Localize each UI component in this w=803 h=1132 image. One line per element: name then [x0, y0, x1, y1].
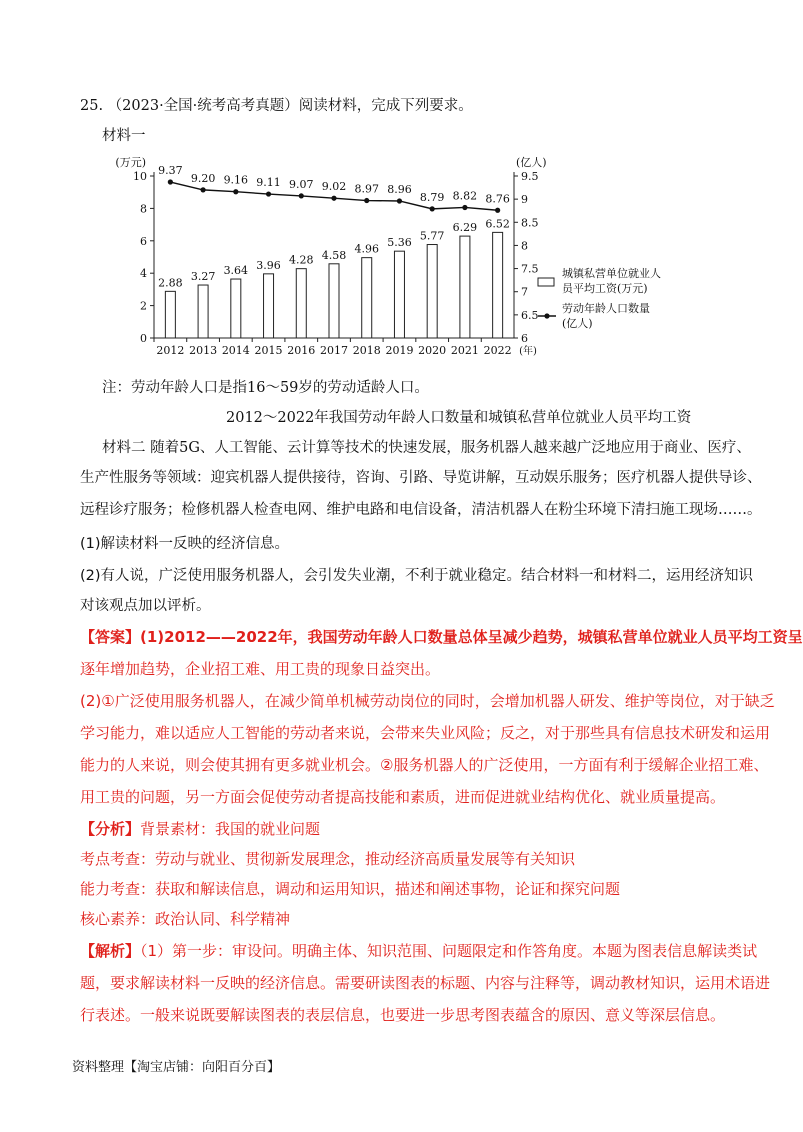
line-point — [364, 198, 369, 203]
question-number: 25. — [80, 98, 104, 114]
legend-bar-swatch — [538, 278, 554, 286]
bar-value-label: 4.58 — [321, 248, 347, 262]
line-value-label: 8.96 — [387, 182, 412, 196]
material2-line-2: 生产性服务等领域：迎宾机器人提供接待，咨询、引路、导览讲解，互动娱乐服务；医疗机器人提供导诊、 — [80, 470, 762, 486]
line-value-label: 9.02 — [321, 180, 347, 194]
legend-bar-label-2: 员平均工资(万元) — [562, 282, 648, 295]
left-tick-label: 2 — [140, 299, 147, 313]
page-footer: 资料整理【淘宝店铺：向阳百分百】 — [72, 1060, 281, 1075]
answer-tag: 【答案】 — [80, 628, 141, 646]
bar — [460, 236, 470, 338]
answer-1-text: (1)2012——2022年，我国劳动年龄人口数量总体呈减少趋势，城镇私营单位就业人员平均工资呈 — [140, 628, 803, 646]
explanation-tag: 【解析】 — [80, 942, 141, 960]
right-tick-label: 8.5 — [521, 216, 539, 230]
bar — [296, 269, 306, 338]
x-tick-label: 2014 — [221, 344, 250, 357]
chart-note: 注：劳动年龄人口是指16～59岁的劳动适龄人口。 — [102, 380, 429, 396]
chart-caption: 2012～2022年我国劳动年龄人口数量和城镇私营单位就业人员平均工资 — [226, 410, 692, 426]
right-tick-label: 7 — [521, 285, 528, 299]
bar — [493, 232, 503, 338]
line-value-label: 8.97 — [354, 182, 379, 196]
legend-line-marker — [544, 313, 549, 318]
line-value-label: 9.07 — [289, 177, 314, 191]
bar-value-label: 6.52 — [485, 217, 510, 231]
right-tick-label: 9.5 — [521, 170, 539, 183]
left-tick-label: 8 — [140, 202, 147, 216]
explanation-line-1 — [80, 940, 757, 961]
analysis-ability: 能力考查：获取和解读信息，调动和运用知识，描述和阐述事物，论证和探究问题 — [80, 880, 621, 898]
bar-value-label: 4.28 — [289, 253, 314, 267]
bar — [264, 274, 274, 338]
x-tick-label: 2019 — [385, 344, 414, 357]
analysis-line-1 — [80, 818, 320, 839]
question-header — [80, 96, 473, 116]
bar — [427, 245, 437, 338]
line-value-label: 9.11 — [256, 176, 281, 190]
bar-value-label: 6.29 — [452, 221, 478, 235]
x-tick-label: 2021 — [450, 344, 479, 357]
analysis-points: 考点考查：劳动与就业、贯彻新发展理念，推动经济高质量发展等有关知识 — [80, 850, 576, 868]
bar — [198, 285, 208, 338]
bar — [362, 258, 372, 338]
material2-line-3: 远程诊疗服务；检修机器人检查电网、维护电路和电信设备，清洁机器人在粉尘环境下清扫施工现场……。 — [80, 502, 762, 518]
bar — [165, 291, 175, 338]
bar-value-label: 4.96 — [354, 242, 379, 256]
analysis-background: 背景素材：我国的就业问题 — [140, 820, 321, 838]
bar-value-label: 2.88 — [158, 276, 183, 290]
right-axis-unit: (亿人) — [516, 156, 547, 169]
explanation-line-2: 题，要求解读材料一反映的经济信息。需要研读图表的标题、内容与注释等，调动教材知识，运用术语进 — [80, 974, 771, 992]
left-tick-label: 4 — [140, 267, 147, 281]
line-value-label: 8.79 — [419, 190, 445, 204]
bar-value-label: 3.27 — [190, 270, 216, 284]
question-2-line-2: 对该观点加以评析。 — [80, 598, 211, 614]
x-tick-label: 2018 — [352, 344, 381, 357]
x-axis-unit: (年) — [519, 346, 537, 357]
question-source: （2023·全国·统考高考真题）阅读材料，完成下列要求。 — [107, 98, 473, 114]
line-point — [495, 208, 500, 213]
legend-line-label-1: 劳动年龄人口数量 — [562, 302, 650, 315]
answer-line-1 — [80, 626, 803, 647]
line-point — [168, 179, 173, 184]
answer-2-line-2: 学习能力，难以适应人工智能的劳动者来说，会带来失业风险；反之，对于那些具有信息技术研发和运用 — [80, 724, 771, 742]
material2-line-1: 材料二 随着5G、人工智能、云计算等技术的快速发展，服务机器人越来越广泛地应用于商业、医疗、 — [102, 440, 751, 456]
bar — [394, 251, 404, 338]
line-point — [397, 198, 402, 203]
legend-bar-label-1: 城镇私营单位就业人 — [562, 267, 661, 280]
x-tick-label: 2016 — [287, 344, 316, 357]
right-tick-label: 6.5 — [521, 308, 539, 322]
bar — [231, 279, 241, 338]
left-axis-unit: (万元) — [115, 156, 146, 169]
bar — [329, 264, 339, 338]
right-tick-label: 7.5 — [521, 262, 539, 276]
answer-2-line-3: 能力的人来说，则会使其拥有更多就业机会。②服务机器人的广泛使用，一方面有利于缓解企业招工难、 — [80, 756, 769, 774]
x-tick-label: 2013 — [189, 344, 218, 357]
x-tick-label: 2022 — [483, 344, 512, 357]
right-tick-label: 9 — [521, 193, 528, 207]
bar-value-label: 3.96 — [256, 258, 281, 272]
line-point — [462, 205, 467, 210]
line-point — [200, 187, 205, 192]
material1-label: 材料一 — [102, 128, 146, 144]
line-value-label: 9.20 — [190, 171, 216, 185]
analysis-literacy: 核心素养：政治认同、科学精神 — [80, 910, 291, 928]
left-tick-label: 0 — [140, 332, 147, 345]
left-tick-label: 10 — [133, 170, 147, 183]
answer-1-line-2: 逐年增加趋势，企业招工难、用工贵的现象日益突出。 — [80, 660, 441, 678]
explanation-text-1: （1）第一步：审设问。明确主体、知识范围、问题限定和作答角度。本题为图表信息解读类试 — [140, 942, 758, 960]
x-tick-label: 2012 — [156, 344, 185, 357]
legend-line-label-2: (亿人) — [562, 317, 593, 330]
bar-value-label: 5.36 — [387, 236, 412, 250]
bar-value-label: 3.64 — [223, 264, 249, 278]
right-tick-label: 6 — [521, 332, 528, 345]
line-value-label: 8.82 — [452, 189, 478, 203]
bar-value-label: 5.77 — [419, 229, 445, 243]
line-value-label: 8.76 — [485, 192, 510, 206]
line-value-label: 9.37 — [158, 164, 183, 178]
explanation-line-3: 行表述。一般来说既要解读图表的表层信息，也要进一步思考图表蕴含的原因、意义等深层信息。 — [80, 1006, 726, 1024]
left-tick-label: 6 — [140, 234, 147, 248]
x-tick-label: 2015 — [254, 344, 283, 357]
line-point — [233, 189, 238, 194]
right-tick-label: 8 — [521, 239, 528, 253]
line-value-label: 9.16 — [223, 173, 249, 187]
line-point — [430, 206, 435, 211]
question-2-line-1: (2)有人说，广泛使用服务机器人，会引发失业潮，不利于就业稳定。结合材料一和材料二，运用经济知识 — [80, 568, 754, 584]
x-tick-label: 2017 — [320, 344, 348, 357]
line-point — [266, 191, 271, 196]
answer-2-line-1: (2)①广泛使用服务机器人，在减少简单机械劳动岗位的同时，会增加机器人研发、维护等岗位，对于缺乏 — [80, 692, 775, 710]
question-1: (1)解读材料一反映的经济信息。 — [80, 536, 290, 552]
x-tick-label: 2020 — [418, 344, 447, 357]
analysis-tag: 【分析】 — [80, 820, 141, 838]
combo-chart — [115, 148, 661, 363]
answer-2-line-4: 用工贵的问题，另一方面会促使劳动者提高技能和素质，进而促进就业结构优化、就业质量提高。 — [80, 788, 726, 806]
line-point — [331, 196, 336, 201]
line-point — [299, 193, 304, 198]
